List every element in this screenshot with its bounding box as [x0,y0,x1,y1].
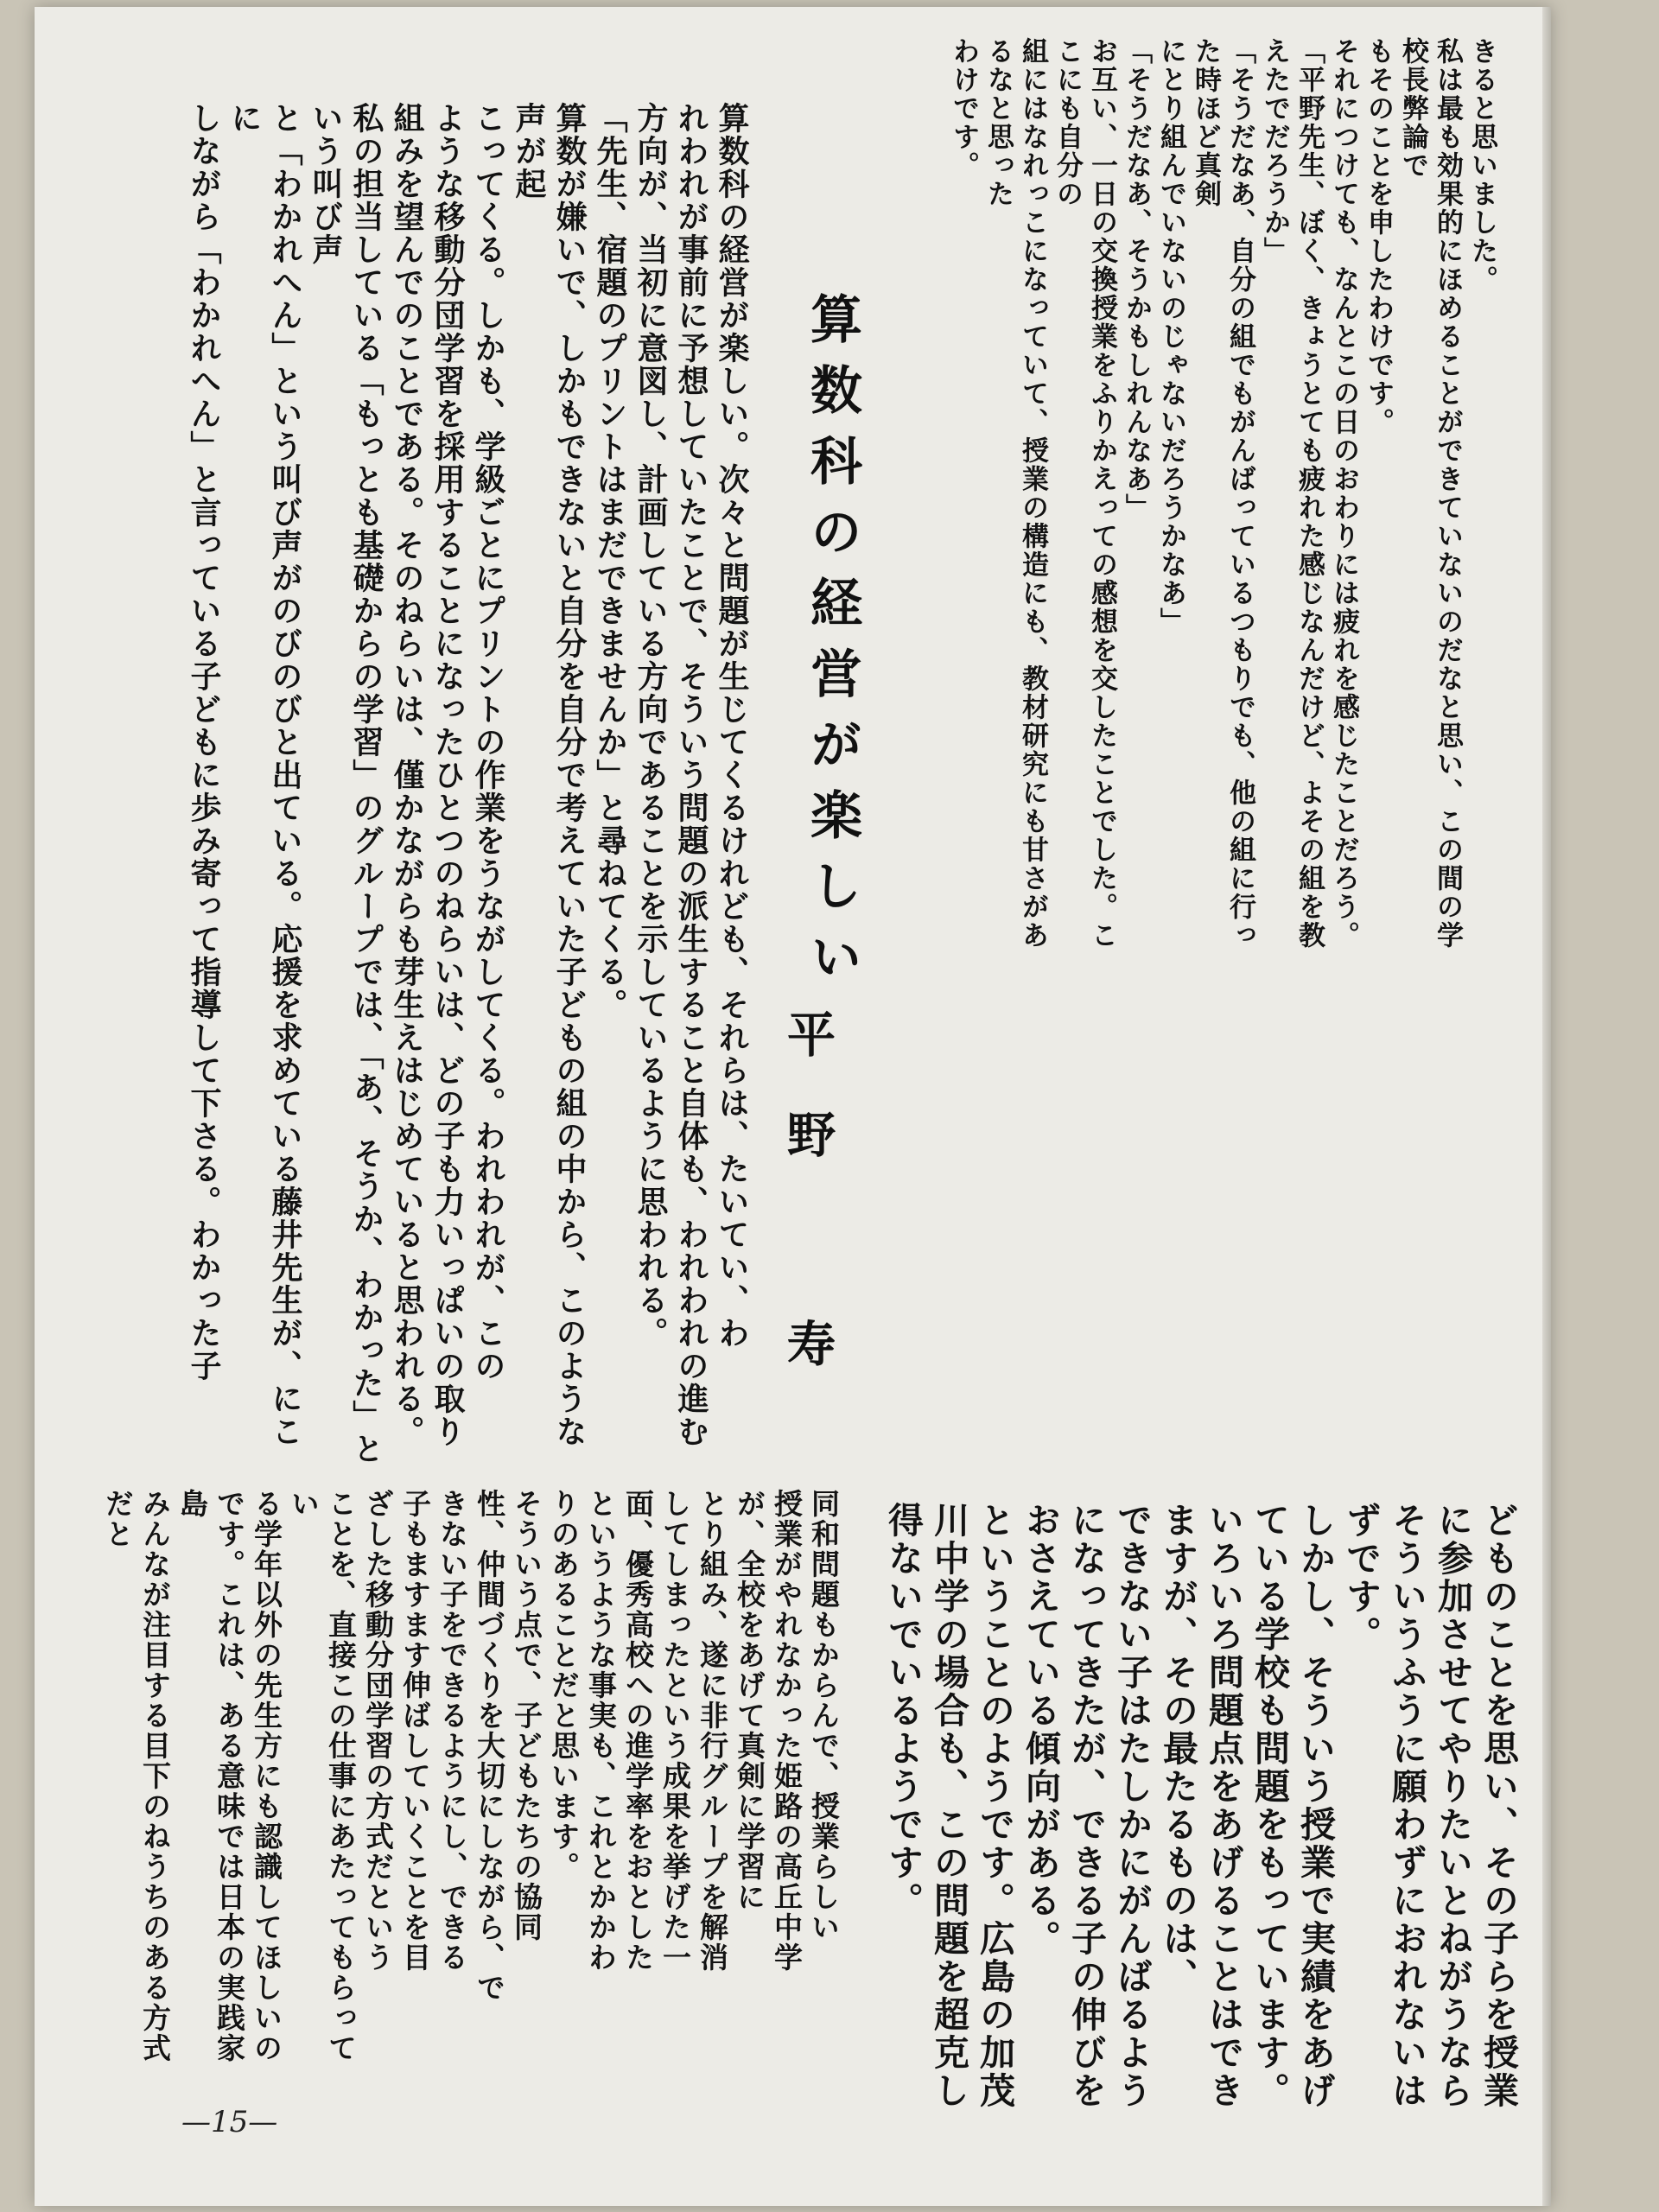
text-line: と「わかれへん」という叫び声がのびのびと出ている。応援を求めている藤井先生が、にこに [226,102,303,1448]
text-line: 算数科の経営が楽しい。次々と問題が生じてくるけれども、それらは、たいてい、わ [714,102,750,1350]
text-line: 川中学の場合も、この問題を超克し [928,1502,969,2110]
text-line: になってきたが、できる子の伸びを [1065,1502,1107,2110]
text-line: いろいろ問題点をあげることはでき [1203,1502,1244,2110]
text-line: 授業がやれなかった姫路の高丘中学 [770,1489,804,1973]
text-line: 「そうだなあ、そうかもしれんなあ」 [1121,37,1152,522]
text-line: 組みを望んでのことである。そのねらいは、僅かながらも芽生えはじめていると思われる。 [389,102,425,1448]
text-line: というような事実も、これとかかわ [584,1489,618,1973]
text-line: 組にはなれっこになっていて、授業の構造にも、教材研究にも甘さがあるなと思った [982,37,1048,950]
lower-left-text-block [99,1489,842,2081]
text-line: 私の担当している「もっとも基礎からの学習」のグループでは、「あ、そうか、わかった」という叫び声 [308,102,385,1465]
text-line: とり組み、遂に非行グループを解消 [696,1489,729,1973]
text-line: に参加させてやりたいとねがうなら [1432,1502,1473,2110]
text-line: みんなが注目する目下のねうちのある方式だと [101,1489,172,2063]
text-line: 私は最も効果的にほめることができていないのだなと思い、この間の学校長弊論で [1397,37,1463,950]
article-title: 算数科の経営が楽しい [802,292,862,1001]
text-line: りのあることだと思います。 [547,1489,581,1882]
text-line: できない子はたしかにがんばるよう [1111,1502,1153,2110]
text-line: しかし、そういう授業で実績をあげ [1294,1502,1336,2110]
text-line: にとり組んでいないのじゃないだろうかなあ」 [1155,37,1186,636]
text-line: 「先生、宿題のプリントはまだできませんか」と尋ねてくる。 [592,102,628,1021]
text-line: ずです。 [1340,1502,1382,1654]
text-line: そういうふうに願わずにおれないは [1386,1502,1427,2110]
text-line: ような移動分団学習を採用することになったひとつのねらいは、どの子も力いっぱいの取り [429,102,466,1448]
text-line: しながら「わかれへん」と言っている子どもに歩み寄って指導して下さる。わかった子 [186,102,222,1382]
text-line: ということのようです。広島の加茂 [974,1502,1015,2110]
text-line: が、全校をあげて真剣に学習に [733,1489,766,1912]
text-line: です。これは、ある意味では日本の実践家島 [175,1489,246,2063]
article-author: 平野 寿 [779,1009,836,1419]
text-line: きない子をできるようにし、できる [435,1489,469,1973]
text-line: 子もますます伸ばしていくことを目 [398,1489,432,1973]
text-line: 「平野先生、ぼく、きょうとても疲れた感じなんだけど、よその組を教えたでだろうか」 [1259,37,1325,950]
text-line: 同和問題もからんで、授業らしい [807,1489,841,1942]
text-line: 方向が、当初に意図し、計画している方向であることを示しているように思われる。 [632,102,669,1350]
text-line: してしまったという成果を挙げた一 [658,1489,692,1973]
text-line: きると思いました。 [1466,37,1497,294]
page-number: —15— [181,2105,278,2139]
text-line: 得ないでいるようです。 [882,1502,924,1920]
text-line: もそのことを申したわけです。 [1363,37,1394,436]
text-line: おさえている傾向がある。 [1020,1502,1061,1958]
text-line: ている学校も問題をもっています。 [1249,1502,1290,2110]
text-line: わけです。 [948,37,979,180]
page [35,7,1551,2206]
page-spine-shadow [1542,7,1551,2206]
text-line: ことを、直接この仕事にあたってもらってい [287,1489,358,2063]
text-line: ますが、その最たるものは、 [1157,1502,1198,1996]
text-line: こってくる。しかも、学級ごとにプリントの作業をうながしてくる。われわれが、この [470,102,506,1382]
text-line: 「そうだなあ、自分の組でもがんばっているつもりでも、他の組に行った時ほど真剣 [1190,37,1255,950]
text-line: お互い、一日の交換授業をふりかえっての感想を交したことでした。ここにも自分の [1052,37,1117,950]
text-line: 面、優秀高校への進学率をおとした [621,1489,655,1973]
text-line: れわれが事前に予想していたことで、そういう問題の派生すること自体も、われわれの進む [673,102,709,1448]
text-line: 算数が嫌いで、しかもできないと自分を自分で考えていた子どもの組の中から、このような声が起 [511,102,588,1448]
upper-right-text-block [903,37,1499,953]
text-line: 性、仲間づくりを大切にしながら、で [473,1489,506,2003]
text-line: ざした移動分団学習の方式だという [361,1489,395,1973]
text-line: る学年以外の先生方にも認識してほしいの [250,1489,283,2063]
lower-right-text-block [864,1502,1521,2124]
upper-left-text-block [151,102,752,1467]
text-line: そういう点で、子どもたちの協同 [510,1489,543,1942]
text-line: どものことを思い、その子らを授業 [1478,1502,1519,2110]
text-line: それにつけても、なんとこの日のおわりには疲れを感じたことだろう。 [1328,37,1359,950]
